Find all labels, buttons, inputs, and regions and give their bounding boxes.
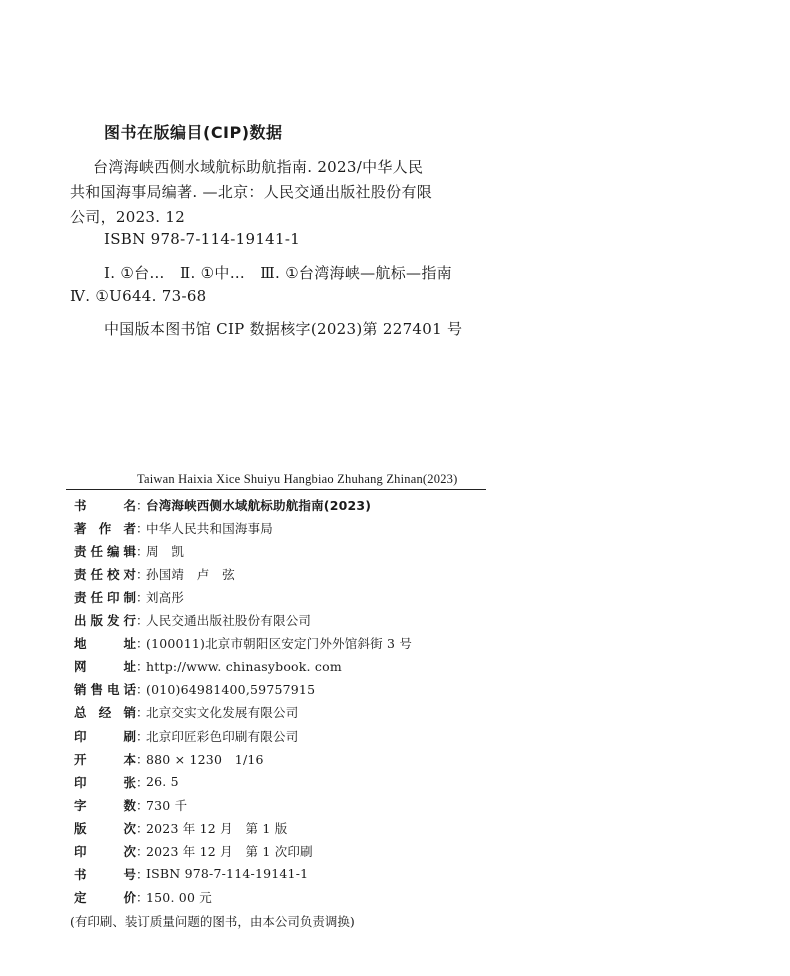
colophon-colon: ： <box>136 889 149 905</box>
colophon-value: http://www. chinasybook. com <box>146 658 342 674</box>
colophon-label: 地 址 <box>74 636 136 652</box>
colophon-colon: ： <box>136 774 149 790</box>
cip-heading: 图书在版编目(CIP)数据 <box>104 123 283 142</box>
footnote: (有印刷、装订质量问题的图书，由本公司负责调换) <box>70 914 355 929</box>
colophon-row <box>74 841 313 861</box>
colophon-row <box>74 864 308 884</box>
colophon-label: 销 售 电 话 <box>74 682 136 698</box>
cip-line: ISBN 978-7-114-19141-1 <box>104 230 301 248</box>
colophon-value: 台湾海峡西侧水域航标助航指南(2023) <box>146 498 372 513</box>
colophon-value: 2023 年 12 月 第 1 次印刷 <box>146 843 313 859</box>
colophon-label: 版 次 <box>74 820 136 836</box>
colophon-row <box>74 656 342 676</box>
cip-line: 中国版本图书馆 CIP 数据核字(2023)第 227401 号 <box>104 320 463 338</box>
colophon-row <box>74 726 298 746</box>
cip-line: Ⅰ. ①台… Ⅱ. ①中… Ⅲ. ①台湾海峡—航标—指南 <box>104 264 452 282</box>
colophon-label: 印 次 <box>74 843 136 859</box>
colophon-colon: ： <box>136 590 149 606</box>
colophon-colon: ： <box>136 797 149 813</box>
colophon-label: 印 刷 <box>74 728 136 744</box>
colophon-value: 26. 5 <box>146 774 179 790</box>
cip-line: 台湾海峡西侧水域航标助航指南. 2023/中华人民 <box>93 158 424 176</box>
colophon-row <box>74 679 315 699</box>
colophon-value: 人民交通出版社股份有限公司 <box>146 613 312 629</box>
colophon-label: 总 经 销 <box>74 705 136 721</box>
colophon-row <box>74 541 184 561</box>
colophon-label: 定 价 <box>74 889 136 905</box>
colophon-row <box>74 795 187 815</box>
colophon-value: ISBN 978-7-114-19141-1 <box>146 866 309 882</box>
colophon-colon: ： <box>136 820 149 836</box>
colophon-colon: ： <box>136 728 149 744</box>
colophon-label: 责 任 编 辑 <box>74 544 136 560</box>
colophon-row <box>74 633 412 653</box>
colophon-row <box>74 702 298 722</box>
colophon-label: 印 张 <box>74 774 136 790</box>
colophon-label: 出 版 发 行 <box>74 613 136 629</box>
colophon-colon: ： <box>136 705 149 721</box>
colophon-colon: ： <box>136 659 149 675</box>
colophon-colon: ： <box>136 567 149 583</box>
colophon-row <box>74 518 273 538</box>
colophon-colon: ： <box>136 751 149 767</box>
colophon-label: 责 任 校 对 <box>74 567 136 583</box>
colophon-colon: ： <box>136 866 149 882</box>
colophon-label: 责 任 印 制 <box>74 590 136 606</box>
colophon-row <box>74 495 371 515</box>
colophon-value: 2023 年 12 月 第 1 版 <box>146 820 288 836</box>
colophon-colon: ： <box>136 843 149 859</box>
colophon-value: 刘高彤 <box>146 590 185 606</box>
colophon-value: 730 千 <box>146 797 188 813</box>
colophon-label: 书 名 <box>74 498 136 513</box>
colophon-colon: ： <box>136 521 149 537</box>
pinyin-title: Taiwan Haixia Xice Shuiyu Hangbiao Zhuhang Zhinan(2023) <box>137 472 458 486</box>
colophon-row <box>74 887 212 907</box>
cip-line: 公司，2023. 12 <box>70 208 186 226</box>
colophon-label: 开 本 <box>74 751 136 767</box>
colophon-colon: ： <box>136 613 149 629</box>
colophon-value: (010)64981400,59757915 <box>146 681 316 697</box>
colophon-label: 字 数 <box>74 797 136 813</box>
colophon-colon: ： <box>136 544 149 560</box>
colophon-value: 880 × 1230 1/16 <box>146 751 264 767</box>
colophon-row <box>74 749 264 769</box>
cip-line: Ⅳ. ①U644. 73-68 <box>70 287 207 305</box>
colophon-label: 著 作 者 <box>74 521 136 537</box>
colophon-row <box>74 564 235 584</box>
colophon-row <box>74 610 311 630</box>
colophon-colon: ： <box>136 498 149 513</box>
colophon-label: 书 号 <box>74 866 136 882</box>
colophon-value: 150. 00 元 <box>146 889 212 905</box>
divider-rule <box>66 489 486 490</box>
colophon-colon: ： <box>136 636 149 652</box>
colophon-value: 北京印匠彩色印刷有限公司 <box>146 728 299 744</box>
colophon-row <box>74 772 179 792</box>
colophon-value: 中华人民共和国海事局 <box>146 521 274 537</box>
colophon-value: 北京交实文化发展有限公司 <box>146 705 299 721</box>
colophon-label: 网 址 <box>74 659 136 675</box>
colophon-row <box>74 818 287 838</box>
colophon-value: 周 凯 <box>146 544 185 560</box>
colophon-value: (100011)北京市朝阳区安定门外外馆斜街 3 号 <box>146 636 413 652</box>
colophon-colon: ： <box>136 682 149 698</box>
colophon-value: 孙国靖 卢 弦 <box>146 567 235 583</box>
colophon-row <box>74 587 184 607</box>
cip-line: 共和国海事局编著. —北京：人民交通出版社股份有限 <box>70 183 433 201</box>
